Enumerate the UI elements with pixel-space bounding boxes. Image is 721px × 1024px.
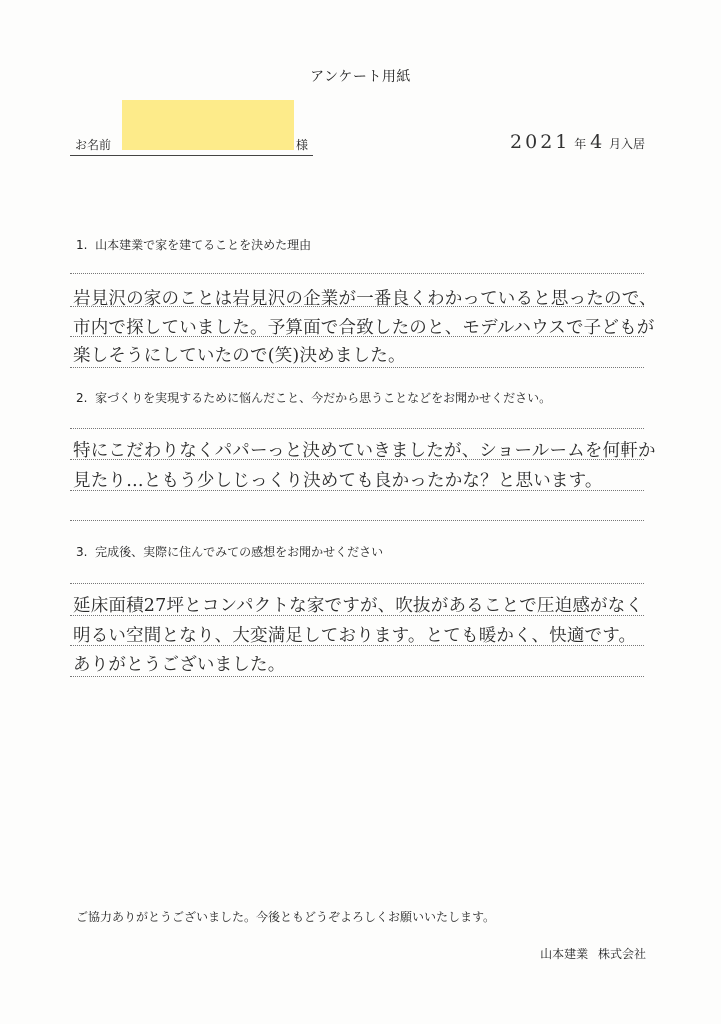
- move-in-month-label: 月入居: [608, 137, 645, 151]
- answer-rule: [70, 615, 644, 616]
- answer-rule: [70, 645, 644, 646]
- name-underline: [70, 155, 313, 156]
- question-3-answer-line: ありがとうございました。: [73, 655, 286, 675]
- move-in-month: 4: [590, 131, 606, 153]
- question-1-answer-line: 楽しそうにしていたので(笑)決めました。: [73, 346, 406, 366]
- answer-rule: [70, 520, 644, 521]
- answer-rule: [70, 306, 644, 307]
- answer-rule: [70, 490, 644, 491]
- question-1-answer-line: 市内で探していました。予算面で合致したのと、モデルハウスで子どもが: [73, 318, 655, 338]
- question-1-answer-line: 岩見沢の家のことは岩見沢の企業が一番良くわかっていると思ったので、: [73, 289, 657, 309]
- answer-rule: [70, 583, 644, 584]
- move-in-date: [510, 131, 645, 153]
- answer-rule: [70, 336, 644, 337]
- answer-rule: [70, 428, 644, 429]
- form-title: アンケート用紙: [310, 69, 411, 85]
- name-honorific: 様: [296, 138, 309, 152]
- move-in-year-label: 年: [574, 137, 587, 151]
- question-2-answer-line: 特にこだわりなくパパーっと決めていきましたが、ショールームを何軒か: [73, 441, 656, 461]
- answer-rule: [70, 459, 644, 460]
- name-label: お名前: [75, 138, 112, 152]
- answer-rule: [70, 676, 644, 677]
- question-3-answer-line: 明るい空間となり、大変満足しております。とても暖かく、快適です。: [73, 626, 637, 646]
- question-2-label: 2. 家づくりを実現するために悩んだこと、今だから思うことなどをお聞かせください。: [76, 391, 552, 405]
- company-name: 山本建業 株式会社: [540, 947, 646, 961]
- question-1-label: 1. 山本建業で家を建てることを決めた理由: [76, 238, 312, 252]
- name-redaction: [122, 100, 294, 150]
- question-3-label: 3. 完成後、実際に住んでみての感想をお聞かせください: [76, 545, 384, 559]
- question-3-answer-line: 延床面積27坪とコンパクトな家ですが、吹抜があることで圧迫感がなく: [73, 596, 644, 616]
- closing-thanks: ご協力ありがとうございました。今後ともどうぞよろしくお願いいたします。: [76, 910, 496, 924]
- answer-rule: [70, 367, 644, 368]
- question-2-answer-line: 見たり…ともう少しじっくり決めても良かったかな？と思います。: [73, 471, 603, 491]
- move-in-year: 2021: [510, 131, 571, 153]
- answer-rule: [70, 273, 644, 274]
